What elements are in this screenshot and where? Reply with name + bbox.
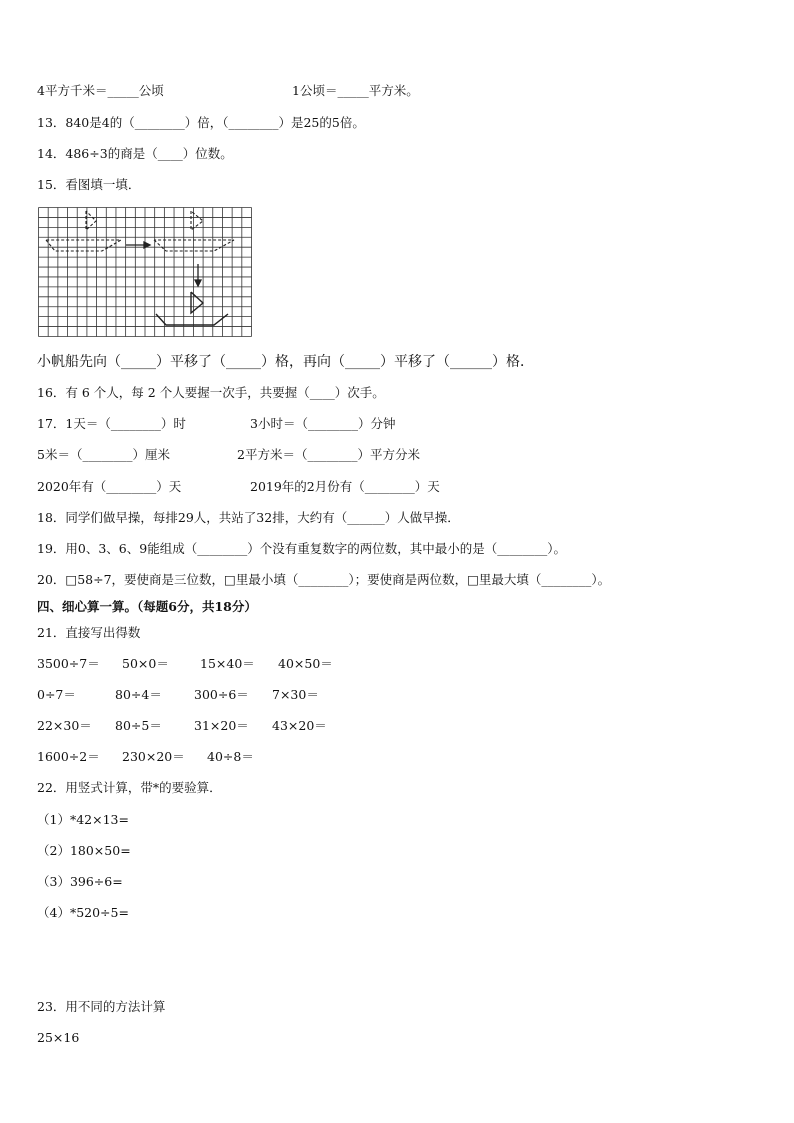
calc-item: 1600÷2＝ xyxy=(37,749,100,764)
sailboat-top-right xyxy=(154,211,234,251)
question-17-f: 2019年的2月份有（________）天 xyxy=(250,479,440,494)
question-18: 18．同学们做早操，每排29人，共站了32排，大约有（______）人做早操． xyxy=(37,510,460,525)
question-20: 20．□58÷7，要使商是三位数，□里最小填（________）；要使商是两位数，□里最大填（________）。 xyxy=(37,572,611,587)
sailboat-left xyxy=(46,211,121,251)
calc-item: 0÷7＝ xyxy=(37,687,76,702)
calc-item: 80÷4＝ xyxy=(115,687,162,702)
question-23-expression: 25×16 xyxy=(37,1030,80,1045)
question-17-d: 2平方米＝（________）平方分米 xyxy=(237,447,420,462)
question-14: 14．486÷3的商是（____）位数。 xyxy=(37,146,233,161)
question-17-e: 2020年有（________）天 xyxy=(37,479,182,494)
question-22: 22．用竖式计算，带*的要验算． xyxy=(37,780,222,795)
calc-item: 300÷6＝ xyxy=(194,687,249,702)
calc-item: 43×20＝ xyxy=(272,718,327,733)
question-22-3: （3）396÷6= xyxy=(37,874,123,889)
sailboat-grid-figure xyxy=(38,207,252,337)
calc-item: 40×50＝ xyxy=(278,656,333,671)
calc-item: 22×30＝ xyxy=(37,718,92,733)
q12-line-b: 1公顷＝_____平方米。 xyxy=(292,83,419,98)
calc-item: 80÷5＝ xyxy=(115,718,162,733)
grid-lines xyxy=(39,208,252,337)
calc-item: 15×40＝ xyxy=(200,656,255,671)
calc-item: 50×0＝ xyxy=(122,656,169,671)
question-15-answer-line: 小帆船先向（_____）平移了（_____）格，再向（_____）平移了（______）格． xyxy=(37,354,534,370)
question-17-c: 5米＝（________）厘米 xyxy=(37,447,170,462)
calc-item: 40÷8＝ xyxy=(207,749,254,764)
calc-item: 31×20＝ xyxy=(194,718,249,733)
question-19: 19．用0、3、6、9能组成（________）个没有重复数字的两位数，其中最小的是（________）。 xyxy=(37,541,566,556)
q12-line-a: 4平方千米＝_____公顷 xyxy=(37,83,164,98)
question-13: 13．840是4的（________）倍，（________）是25的5倍。 xyxy=(37,115,365,130)
question-15: 15．看图填一填． xyxy=(37,177,141,192)
question-22-4: （4）*520÷5= xyxy=(37,905,129,920)
question-23: 23．用不同的方法计算 xyxy=(37,999,166,1014)
question-22-1: （1）*42×13= xyxy=(37,812,129,827)
section-4-heading: 四、细心算一算。（每题6分，共18分） xyxy=(37,599,257,614)
question-17-a: 17．1天＝（________）时 xyxy=(37,416,186,431)
calc-item: 3500÷7＝ xyxy=(37,656,100,671)
calc-item: 7×30＝ xyxy=(272,687,319,702)
question-22-2: （2）180×50= xyxy=(37,843,131,858)
question-16: 16．有 6 个人，每 2 个人要握一次手，共要握（____）次手。 xyxy=(37,385,385,400)
question-21: 21．直接写出得数 xyxy=(37,625,141,640)
question-17-b: 3小时＝（________）分钟 xyxy=(250,416,396,431)
calc-item: 230×20＝ xyxy=(122,749,185,764)
